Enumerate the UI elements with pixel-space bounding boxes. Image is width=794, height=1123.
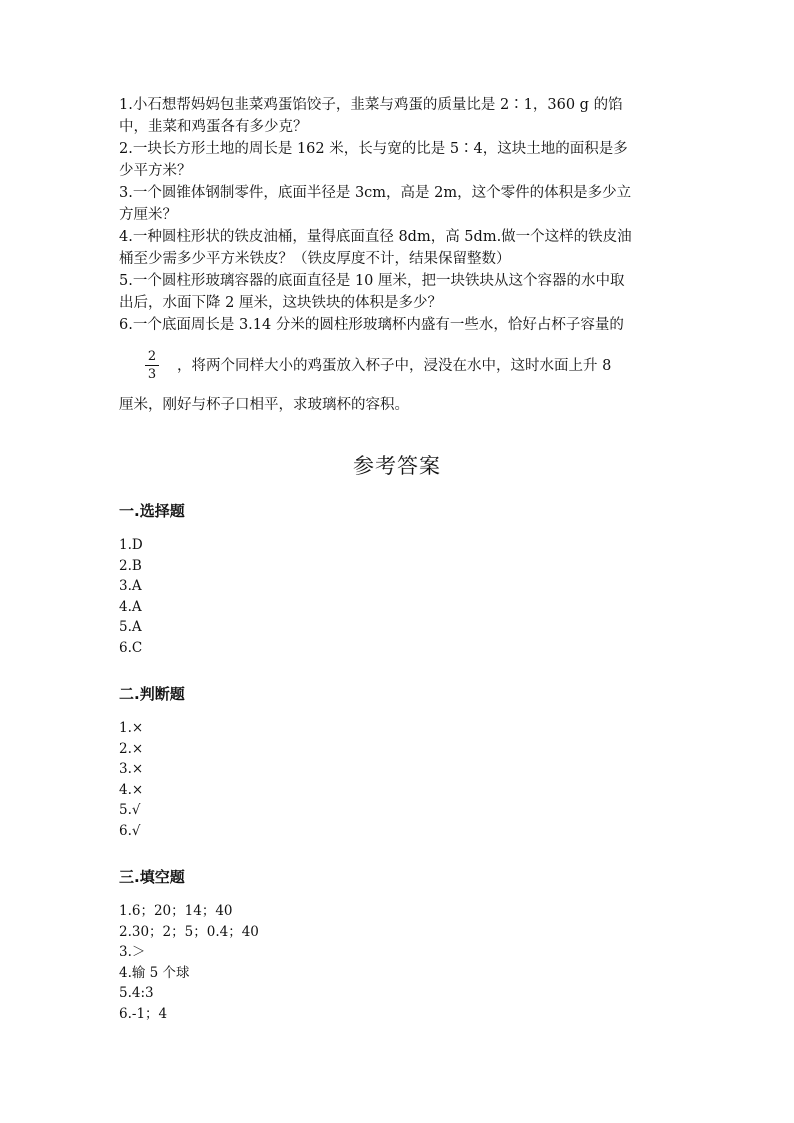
fraction <box>143 349 161 382</box>
problem-list <box>119 94 679 336</box>
problem-line: 4.一种圆柱形状的铁皮油桶，量得底面直径 8dm，高 5dm.做一个这样的铁皮油 <box>119 229 632 245</box>
answer-line: 2.30；2；5；0.4；40 <box>119 923 259 940</box>
answer-title: 参考答案 <box>353 454 441 478</box>
answer-line: 1.D <box>119 537 143 553</box>
fraction-bar <box>145 365 159 366</box>
answer-line: 6.-1；4 <box>119 1005 168 1022</box>
answer-line: 6.C <box>119 639 143 656</box>
section-choice <box>119 500 185 658</box>
answer-line: 1.6；20；14；40 <box>119 903 233 919</box>
section-title: 一.选择题 <box>119 502 185 520</box>
section-title: 三.填空题 <box>119 868 185 886</box>
answer-line: 5.√ <box>119 802 141 818</box>
section-title: 二.判断题 <box>119 685 185 703</box>
problem-line: 中，韭菜和鸡蛋各有多少克？ <box>119 119 308 135</box>
section-judgement <box>119 683 185 841</box>
problem-line: 方厘米？ <box>119 207 177 223</box>
answer-line: 3.＞ <box>119 944 146 960</box>
answer-line: 2.× <box>119 740 144 757</box>
problem-line: 6.一个底面周长是 3.14 分米的圆柱形玻璃杯内盛有一些水，恰好占杯子容量的 <box>119 317 624 333</box>
problem-line: 2.一块长方形土地的周长是 162 米，长与宽的比是 5∶4，这块土地的面积是多 <box>119 141 628 157</box>
fraction-denominator: 3 <box>147 367 157 382</box>
fraction-line-text: ，将两个同样大小的鸡蛋放入杯子中，浸没在水中，这时水面上升 8 <box>177 358 612 374</box>
answer-line: 3.A <box>119 578 142 594</box>
answer-line: 4.输 5 个球 <box>119 964 190 981</box>
fraction-line <box>119 345 679 387</box>
answer-line: 5.A <box>119 619 142 635</box>
answer-line: 4.× <box>119 781 144 798</box>
answer-line: 1.× <box>119 720 144 736</box>
answer-line: 4.A <box>119 598 142 615</box>
problem-line: 桶至少需多少平方米铁皮？（铁皮厚度不计，结果保留整数） <box>119 251 511 267</box>
problem-line: 出后，水面下降 2 厘米，这块铁块的体积是多少？ <box>119 295 442 311</box>
fraction-numerator: 2 <box>147 349 157 364</box>
section-fill-blank <box>119 866 259 1024</box>
problem-line: 5.一个圆柱形玻璃容器的底面直径是 10 厘米，把一块铁块从这个容器的水中取 <box>119 273 625 289</box>
answer-line: 2.B <box>119 557 142 574</box>
answer-line: 6.√ <box>119 822 141 839</box>
problem-line: 1.小石想帮妈妈包韭菜鸡蛋馅饺子，韭菜与鸡蛋的质量比是 2∶1，360 g 的馅 <box>119 97 623 113</box>
problem-line: 少平方米？ <box>119 163 192 179</box>
answer-line: 3.× <box>119 761 144 777</box>
problem-tail: 厘米，刚好与杯子口相平，求玻璃杯的容积。 <box>119 397 409 413</box>
problem-line: 3.一个圆锥体钢制零件，底面半径是 3cm，高是 2m，这个零件的体积是多少立 <box>119 185 632 201</box>
answer-line: 5.4:3 <box>119 985 154 1001</box>
